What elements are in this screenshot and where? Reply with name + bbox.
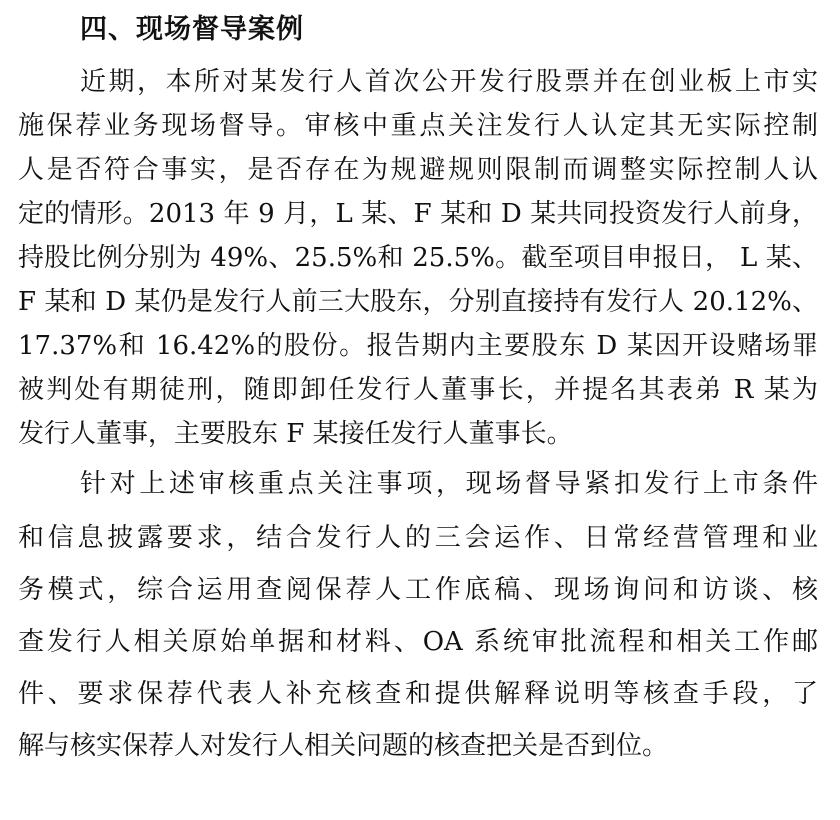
section-heading: 四、现场督导案例 xyxy=(80,14,304,45)
paragraph-1-line-8: 被判处有期徒刑，随即卸任发行人董事长，并提名其表弟 R 某为 xyxy=(18,375,818,405)
paragraph-2-line-5: 件、要求保荐代表人补充核查和提供解释说明等核查手段，了 xyxy=(18,679,818,709)
paragraph-1-line-7: 17.37%和 16.42%的股份。报告期内主要股东 D 某因开设赌场罪 xyxy=(18,331,818,361)
paragraph-1-line-6: F 某和 D 某仍是发行人前三大股东，分别直接持有发行人 20.12%、 xyxy=(18,287,818,317)
paragraph-1-line-1: 近期，本所对某发行人首次公开发行股票并在创业板上市实 xyxy=(80,67,818,97)
paragraph-1-line-9: 发行人董事，主要股东 F 某接任发行人董事长。 xyxy=(18,419,573,449)
paragraph-1-line-5: 持股比例分别为 49%、25.5%和 25.5%。截至项目申报日， L 某、 xyxy=(18,243,818,273)
paragraph-2-line-3: 务模式，综合运用查阅保荐人工作底稿、现场询问和访谈、核 xyxy=(18,575,818,605)
paragraph-1-line-3: 人是否符合事实，是否存在为规避规则限制而调整实际控制人认 xyxy=(18,155,818,185)
paragraph-2-line-1: 针对上述审核重点关注事项，现场督导紧扣发行上市条件 xyxy=(80,469,818,499)
paragraph-2-line-4: 查发行人相关原始单据和材料、OA 系统审批流程和相关工作邮 xyxy=(18,627,818,657)
paragraph-2-line-6: 解与核实保荐人对发行人相关问题的核查把关是否到位。 xyxy=(18,731,669,761)
paragraph-1-line-2: 施保荐业务现场督导。审核中重点关注发行人认定其无实际控制 xyxy=(18,111,818,141)
paragraph-1-line-4: 定的情形。2013 年 9 月，L 某、F 某和 D 某共同投资发行人前身， xyxy=(18,199,818,229)
paragraph-2-line-2: 和信息披露要求，结合发行人的三会运作、日常经营管理和业 xyxy=(18,523,818,553)
